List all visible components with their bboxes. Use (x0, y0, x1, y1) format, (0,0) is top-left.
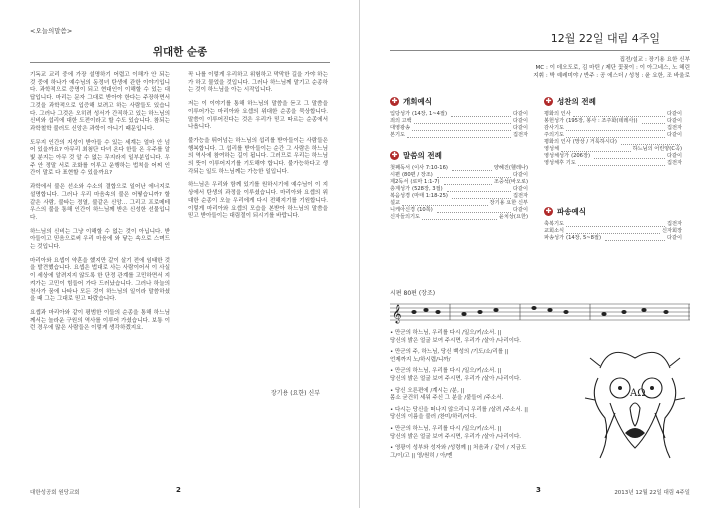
order-row (390, 193, 528, 200)
row-note: (195장, 봉사 : 조주화(데레사)) (566, 118, 638, 124)
sermon-paragraph: 요셉과 마리아와 같이 평범한 이들의 순종을 통해 하느님께서는 놀라운 구원의 역사를 이루어 가셨습니다. 보통 이런 경우에 많은 사람들은 이렇게 생각하겠지요. (30, 309, 170, 332)
sermon-paragraph: 불가능을 뛰어넘는 하느님의 섭리를 받아들이는 사람들은 행복합니다. 그 섭리를 받아들이는 순간 그 사람은 하느님의 역사에 참여하는 길이 됩니다. 그러므로 우리는 하느님의 뜻이 이루어지기를 기도해야 합니다. 불가능하다고 생각되는 일도 하느님께는 가능한 일입니다. (188, 137, 328, 175)
dotted-leader (573, 112, 665, 117)
row-label: 죄의 고백 (390, 118, 412, 124)
row-leader-name: 집전자 (512, 193, 528, 199)
row-leader-name: 다같이 (512, 172, 528, 178)
dotted-leader (578, 161, 665, 166)
cross-icon: ✚ (545, 97, 552, 105)
order-row (390, 214, 528, 221)
cross-icon: ✚ (391, 97, 398, 105)
order-row (544, 146, 682, 153)
svg-text:AΩ: AΩ (630, 388, 646, 399)
stanza (390, 426, 580, 441)
row-label: 층계성가 (390, 186, 411, 192)
stanza (390, 349, 580, 364)
dotted-leader (594, 154, 665, 159)
row-label: 축복기도 (544, 221, 565, 227)
dotted-leader (414, 119, 511, 124)
order-row (390, 165, 528, 172)
order-row (390, 118, 528, 125)
row-leader-name: 다같이 (666, 132, 682, 138)
order-row (544, 139, 682, 146)
dotted-leader (407, 133, 511, 138)
row-leader-name: 다같이 (666, 153, 682, 159)
section-title: 파송예식 (557, 207, 586, 216)
cross-icon: ✚ (545, 207, 552, 215)
stanza-line: 당신의 밝은 얼굴 보여 주시면, 우리가 /살아 /나리이다. (390, 375, 522, 382)
right-page (360, 0, 720, 508)
dotted-leader (447, 187, 511, 192)
dotted-leader (437, 208, 511, 213)
row-note: (이사 7:10-16) (412, 165, 448, 171)
section-word (390, 150, 528, 221)
row-leader-name: 집전자 (666, 125, 682, 131)
row-label: 영성체후 기도 (544, 160, 576, 166)
stanza-line: • 당신 오른편에 /계시는 /분, || (390, 387, 465, 394)
row-note: (14장, 5~8절) (566, 235, 601, 241)
stanza-line: 그/이/고 || 영/원히 / 아/멘 (390, 452, 453, 459)
stanza (390, 368, 580, 383)
cross-icon: ✚ (391, 151, 398, 159)
row-label: 평화의 인사 (544, 111, 571, 117)
dotted-leader (605, 236, 665, 241)
stanza-line: • 만군의 하느님, 우리를 다시 /일으/키/소서. || (390, 425, 502, 432)
stanza-line: • 영광이 성부와 성자와 /성령께 || 처음과 / 같이 / 지금도 (390, 445, 527, 452)
order-row (390, 132, 528, 139)
dotted-leader (402, 201, 488, 206)
order-row (390, 179, 528, 186)
sermon-paragraph: 저는 이 이야기를 통해 하느님의 말씀을 듣고 그 말씀을 이루어가는 마리아와 요셉의 위대한 순종을 묵상합니다. 말씀이 이루어진다는 것은 우리가 믿고 따르는 순종에서 나옵니다. (188, 101, 328, 131)
row-note: (14장, 1~4절) (412, 111, 447, 117)
dotted-leader (566, 222, 665, 227)
row-label: 파송성가 (544, 235, 565, 241)
row-leader-name: 다같이 (512, 111, 528, 117)
sermon-title-box (118, 44, 242, 58)
stanza-line: 언제까지 노/하시렵/니까/ (390, 356, 451, 363)
row-label: 제2독서 (390, 179, 409, 185)
row-leader-name: 집전자 (666, 221, 682, 227)
stanza (390, 445, 580, 460)
dotted-leader (566, 126, 665, 131)
title-divider (390, 50, 690, 51)
row-leader-name: 신자회장 (661, 228, 682, 234)
sermon-paragraph: 마리아와 요셉이 약혼을 했지만 같이 살기 전에 임태한 것을 발견했습니다. 요셉은 법대로 사는 사람이어서 이 사실이 세상에 알려지지 않도록 한 단정 관계를 고민하면서 지켜가는 고민이 힘들어 가다 드러났습니다. 그러나 하늘의 천사가 꿈에 나타나 모든 것이 하느님의 일이라 말씀하셨을 때 그는 그대로 믿고 따랐습니다. (30, 257, 170, 303)
order-row (544, 111, 682, 118)
stanza-line: 당신의 밝은 얼굴 보여 주시면, 우리가 /살아 /나리이다. (390, 433, 522, 440)
dotted-leader (451, 112, 511, 117)
row-leader-name: 집전자 (666, 160, 682, 166)
row-label: 시편 (390, 172, 401, 178)
sermon-title: 위대한 순종 (152, 45, 208, 58)
row-leader-name: 윤치상(요한) (498, 214, 528, 220)
row-leader-name: 다같이 (666, 118, 682, 124)
order-row (390, 186, 528, 193)
sermon-column-1 (30, 72, 170, 339)
row-label: 봉헌성가 (544, 118, 565, 124)
dotted-leader (452, 194, 511, 199)
row-leader-name: 다같이 (512, 207, 528, 213)
section-title: 개회예식 (403, 97, 432, 106)
left-footer: 대한성공회 원당교회 (30, 490, 80, 496)
row-leader-name: 양혜진(헬레나) (493, 165, 528, 171)
sermon-paragraph: 기독교 교리 중에 가장 설명하기 어렵고 이해가 안 되는 것 중에 하나가 예수님의 동정녀 탄생에 관한 이야기입니다. 과학적으로 증명이 되고 현대인이 이해할 수 있는 대답입니다. 마리는 문자 그대로 받아야 한다는 주장하면서 그것을 과학적으로 입증해 보려고 하는 사람들도 있습니다. 그러나 그것은 오히려 성서가 간직하고 있는 하느님의 신비와 섭리에 대한 도전이라고 할 수도 있습니다. 참되는 과학철학 불러도 신앙은 과학이 아니기 때문입니다. (30, 72, 170, 132)
sermon-paragraph: 꼭 나를 이렇게 우리하고 위험하고 막막한 길을 가야 하는가 하고 물었을 것입니다. 그러나 하느님께 맡기고 순종하는 것이 하느님을 아는 시작입니다. (188, 72, 328, 94)
row-label: 입당성가 (390, 111, 411, 117)
row-note: (206장) (571, 153, 591, 159)
row-note: (로마 1:1-7) (410, 179, 440, 185)
row-leader-name: 다같이 (512, 186, 528, 192)
row-label: 평화의 인사 (544, 139, 571, 145)
right-page-number: 3 (536, 486, 541, 494)
row-leader-name: 다같이 (666, 111, 682, 117)
row-label: 주의기도 (544, 132, 565, 138)
order-row (390, 111, 528, 118)
section-sacrament (544, 96, 682, 167)
row-leader-name: 다같이 (512, 125, 528, 131)
order-row (544, 132, 682, 139)
row-leader-name: 집전자 (512, 132, 528, 138)
row-label: 첫째독서 (390, 165, 411, 171)
order-row (390, 172, 528, 179)
stanza-line: • 만군의 하느님, 우리를 다시 /일으/키/소서. || (390, 330, 502, 336)
row-leader-name: 다같이 (666, 235, 682, 241)
svg-text:𝄞: 𝄞 (392, 304, 402, 323)
stanza (390, 388, 580, 403)
angels-illustration-icon (580, 338, 690, 468)
section-title: 성찬의 전례 (557, 97, 596, 106)
left-page-number: 2 (176, 486, 181, 494)
dotted-leader (452, 166, 492, 171)
row-leader-name: 하느님의 어린양(C곡) (632, 146, 682, 152)
service-title: 12월 22일 대림 4주일 (550, 32, 660, 45)
psalm-stanzas (390, 330, 580, 464)
stanza-line: • 만군의 하느님, 우리를 다시 /일으/키/소서. || (390, 368, 502, 375)
sermon-paragraph: 도무지 인간의 지성이 받아들 수 있는 세계는 얼마 안 넘어 있을까요? 아무리 최첨단 다녀 온다 한들 온 우주를 알 빛 분지는 아무 것 알 수 없는 무지라지 일부분입니다. 우주 안 정말 서로 조화를 이루고 운행하는 법칙을 어찌 인간이 말로 다 표현할 수 있을까요? (30, 139, 170, 177)
dotted-leader (566, 229, 660, 234)
row-label: 교회소식 (544, 228, 565, 234)
row-leader-name: 다같이 (512, 118, 528, 124)
order-row (544, 118, 682, 125)
row-label: 영성체 (544, 146, 560, 152)
order-row (390, 207, 528, 214)
stanza (390, 407, 580, 422)
dotted-leader (561, 147, 631, 152)
row-note: (망상 / 거룩하시다) (572, 139, 617, 145)
info-line: 집전/설교 : 장기용 요한 신부 (619, 57, 690, 63)
stanza-line: • 다시는 당신을 떠나지 않으리니 우리를 /살려 /주소서. || (390, 406, 528, 413)
info-line: MC : 이 데오도로, 김 마틴 / 제단 꽃꽂이 : 이 아그네스, 노 헤린 (535, 65, 690, 71)
section-title: 말씀의 전례 (403, 151, 442, 160)
sermon-paragraph: 하느님은 우리와 함께 있기를 원하시기에 예수님이 이 지상에서 탄생의 과정을 이루셨습니다. 마리아와 요셉의 위대한 순종이 오늘 우리에게 다시 전해지기를 기원합니다. 이렇게 마리아와 요셉의 모습을 본받아 하느님의 말씀을 믿고 받아들이는 대림절이 되시기를 바랍니다. (188, 182, 328, 220)
order-row (544, 221, 682, 228)
sermon-signature: 장기용 (요한) 신부 (270, 390, 320, 397)
row-note: (80편 / 장조) (402, 172, 433, 178)
order-row (544, 160, 682, 167)
stanza-line: 당신의 밝은 얼굴 보여 주시면, 우리가 /살아 /나리이다. (390, 337, 522, 344)
service-info (390, 56, 690, 80)
info-line: 지휘 : 박 예레미야 / 반주 : 공 에스더 / 성청 : 윤 요한, 조 바울로 (533, 73, 690, 79)
row-label: 니케아신경 (390, 207, 416, 213)
section-tag: <오늘의말씀> (30, 27, 73, 35)
stanza-line: 당신의 이름을 불러 /찬미/하리/이다. (390, 414, 477, 421)
row-leader-name: 조중석(바오로) (493, 179, 528, 185)
stanza (390, 330, 580, 345)
row-label: 신자들의기도 (390, 214, 421, 220)
right-footer: 2013년 12월 22일 대림 4주일 (614, 490, 690, 496)
dotted-leader (566, 133, 665, 138)
music-staff-icon (390, 298, 690, 326)
sermon-paragraph: 하느님의 신비는 그냥 이해할 수 없는 것이 아닙니다. 받아들이고 믿음으로써 우리 마음에 와 닿는 속으로 스며드는 것입니다. (30, 228, 170, 251)
order-row (544, 235, 682, 242)
psalm-label: 시편 80편 (장조) (390, 290, 436, 297)
row-leader-name: 장기용 요한 신부 (489, 200, 528, 206)
row-note: (528장, 3절) (412, 186, 443, 192)
row-label: 대영광송 (390, 125, 411, 131)
section-gathering (390, 96, 528, 139)
row-label: 본기도 (390, 132, 406, 138)
dotted-leader (642, 119, 665, 124)
dotted-leader (422, 215, 497, 220)
row-label: 설교 (390, 200, 401, 206)
dotted-leader (437, 173, 511, 178)
order-row (544, 153, 682, 160)
order-row (544, 125, 682, 132)
sermon-column-2 (188, 72, 328, 227)
row-label: 영성체성가 (544, 153, 570, 159)
order-row (390, 200, 528, 207)
title-divider (30, 62, 330, 63)
section-dismissal (544, 206, 682, 242)
stanza-line: • 만군의 주, 하느님, 당신 백성의 /기도/소/리를 || (390, 349, 509, 356)
row-label: 복음성경 (390, 193, 411, 199)
order-row (544, 228, 682, 235)
stanza-line: 몸소 굳건히 세워 주신 그 분을 /붙들어 /주소서. (390, 395, 504, 402)
dotted-leader (621, 140, 680, 145)
dotted-leader (412, 126, 511, 131)
row-note: (10쪽) (417, 207, 433, 213)
row-label: 감사기도 (544, 125, 565, 131)
order-row (390, 125, 528, 132)
row-note: (마태 1:18-25) (412, 193, 448, 199)
sermon-paragraph: 과학에서 불은 선소와 수소의 결합으로 일어난 에너지로 설명합니다. 그러나 우리 마음속의 불은 어떻습니까? 할 같은 사람, 불타는 정열, 불같은 신앙... 그리고 프로메테우스의 불을 통해 인간이 하느님께 받은 신성한 선물입니다. (30, 184, 170, 221)
dotted-leader (444, 180, 492, 185)
